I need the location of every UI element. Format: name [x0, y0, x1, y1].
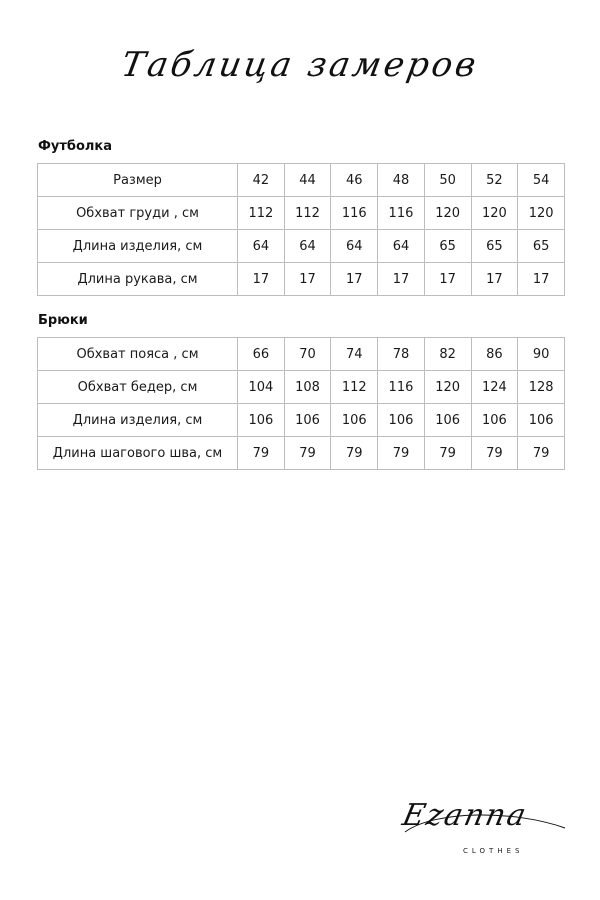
table-cell: 106 [378, 404, 425, 437]
table-cell: 74 [331, 338, 378, 371]
table-cell: 79 [424, 437, 471, 470]
table-cell: 50 [424, 164, 471, 197]
row-label: Длина рукава, см [38, 263, 238, 296]
table-cell: 65 [471, 230, 518, 263]
table-row [38, 164, 565, 197]
table-cell: 106 [331, 404, 378, 437]
table-cell: 120 [518, 197, 565, 230]
size-table-pants [37, 337, 565, 470]
table-cell: 112 [331, 371, 378, 404]
row-label: Обхват бедер, см [38, 371, 238, 404]
table-cell: 79 [238, 437, 285, 470]
table-cell: 17 [378, 263, 425, 296]
table-cell: 112 [238, 197, 285, 230]
table-cell: 124 [471, 371, 518, 404]
table-cell: 17 [238, 263, 285, 296]
row-label: Размер [38, 164, 238, 197]
table-cell: 116 [378, 197, 425, 230]
table-cell: 42 [238, 164, 285, 197]
table-cell: 46 [331, 164, 378, 197]
brand-logo-name: Ezanna [399, 798, 531, 833]
table-cell: 65 [424, 230, 471, 263]
table-cell: 106 [518, 404, 565, 437]
table-cell: 70 [284, 338, 331, 371]
table-cell: 112 [284, 197, 331, 230]
row-label: Обхват пояса , см [38, 338, 238, 371]
row-label: Длина изделия, см [38, 404, 238, 437]
table-cell: 78 [378, 338, 425, 371]
table-cell: 116 [331, 197, 378, 230]
table-row [38, 230, 565, 263]
brand-logo [395, 790, 575, 870]
table-cell: 52 [471, 164, 518, 197]
section-label-pants: Брюки [38, 313, 88, 328]
table-cell: 17 [331, 263, 378, 296]
table-cell: 79 [378, 437, 425, 470]
table-cell: 120 [471, 197, 518, 230]
size-table-tshirt [37, 163, 565, 296]
table-cell: 108 [284, 371, 331, 404]
table-cell: 106 [471, 404, 518, 437]
table-row [38, 404, 565, 437]
table-cell: 79 [331, 437, 378, 470]
table-cell: 66 [238, 338, 285, 371]
table-row [38, 197, 565, 230]
table-cell: 82 [424, 338, 471, 371]
table-cell: 79 [471, 437, 518, 470]
brand-logo-tagline: CLOTHES [463, 847, 524, 855]
table-row [38, 371, 565, 404]
table-cell: 64 [331, 230, 378, 263]
table-cell: 106 [238, 404, 285, 437]
row-label: Обхват груди , см [38, 197, 238, 230]
table-cell: 17 [424, 263, 471, 296]
table-cell: 116 [378, 371, 425, 404]
page-title-text: Таблица замеров [118, 45, 482, 85]
table-cell: 104 [238, 371, 285, 404]
page-title [0, 30, 600, 110]
table-row [38, 437, 565, 470]
table-cell: 120 [424, 371, 471, 404]
table-cell: 79 [518, 437, 565, 470]
table-cell: 48 [378, 164, 425, 197]
table-cell: 106 [284, 404, 331, 437]
table-cell: 64 [378, 230, 425, 263]
row-label: Длина шагового шва, см [38, 437, 238, 470]
table-cell: 54 [518, 164, 565, 197]
table-cell: 65 [518, 230, 565, 263]
section-label-tshirt: Футболка [38, 139, 113, 154]
table-cell: 106 [424, 404, 471, 437]
table-cell: 86 [471, 338, 518, 371]
table-row [38, 338, 565, 371]
table-cell: 17 [284, 263, 331, 296]
table-cell: 120 [424, 197, 471, 230]
table-cell: 17 [471, 263, 518, 296]
table-cell: 17 [518, 263, 565, 296]
table-cell: 90 [518, 338, 565, 371]
table-cell: 44 [284, 164, 331, 197]
row-label: Длина изделия, см [38, 230, 238, 263]
table-cell: 79 [284, 437, 331, 470]
table-cell: 128 [518, 371, 565, 404]
table-cell: 64 [238, 230, 285, 263]
table-row [38, 263, 565, 296]
table-cell: 64 [284, 230, 331, 263]
